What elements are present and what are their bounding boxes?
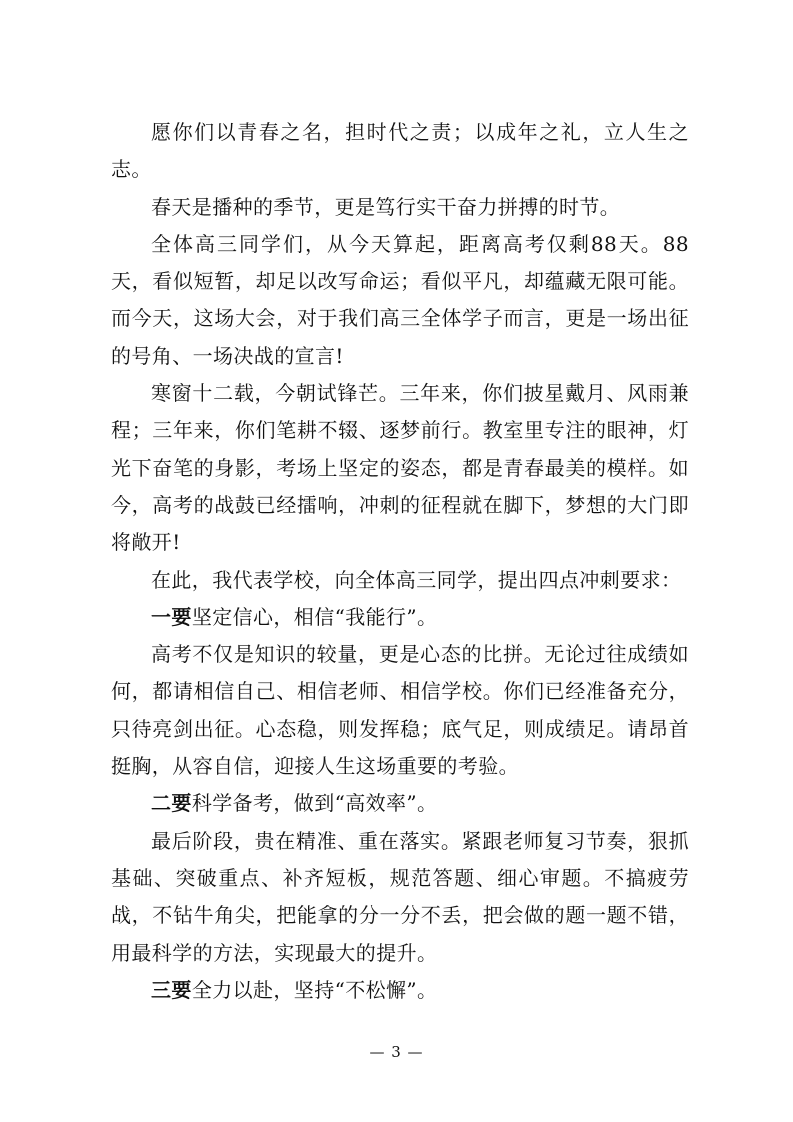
paragraph-requirements-intro: 在此，我代表学校，向全体高三同学，提出四点冲刺要求： xyxy=(151,567,682,592)
paragraph-three-years: 寒窗十二载，今朝试锋芒。三年来，你们披星戴月、风雨兼程；三年来，你们笔耕不辍、逐梦前行。教室里专注的眼神，灯光下奋笔的身影，考场上坚定的姿态，都是青春最美的模样。如今，高考的战鼓已经擂响，冲刺的征程就在脚下，梦想的大门即将敞开! xyxy=(111,381,689,555)
paragraph-confidence: 高考不仅是知识的较量，更是心态的比拼。无论过往成绩如何，都请相信自己、相信老师、相信学校。你们已经准备充分，只待亮剑出征。心态稳，则发挥稳；底气足，则成绩足。请昂首挺胸，从容自信，迎接人生这场重要的考验。 xyxy=(111,642,689,779)
requirement-three-text: 全力以赴，坚持“不松懈”。 xyxy=(191,977,438,1002)
page-number: — 3 — xyxy=(369,1043,424,1061)
requirement-one xyxy=(111,599,689,636)
requirement-one-lead: 一要 xyxy=(151,604,192,629)
requirement-three-lead: 三要 xyxy=(151,977,192,1002)
requirement-two-text: 科学备考，做到“高效率”。 xyxy=(191,791,438,816)
requirement-three xyxy=(111,972,689,1009)
paragraph-spring: 春天是播种的季节，更是笃行实干奋力拼搏的时节。 xyxy=(151,194,621,219)
requirement-two xyxy=(111,785,689,822)
requirement-one-text: 坚定信心，相信“我能行”。 xyxy=(191,604,438,629)
paragraph-aspiration: 愿你们以青春之名，担时代之责；以成年之礼，立人生之志。 xyxy=(111,120,689,182)
paragraph-method: 最后阶段，贵在精准、重在落实。紧跟老师复习节奏，狠抓基础、突破重点、补齐短板，规范答题、细心审题。不搞疲劳战，不钻牛角尖，把能拿的分一分不丢，把会做的题一题不错，用最科学的方法，实现最大的提升。 xyxy=(111,828,689,965)
document-body xyxy=(111,114,689,1009)
requirement-two-lead: 二要 xyxy=(151,791,192,816)
paragraph-countdown: 全体高三同学们，从今天算起，距离高考仅剩88天。88天，看似短暂，却足以改写命运；看似平凡，却蕴藏无限可能。而今天，这场大会，对于我们高三全体学子而言，更是一场出征的号角、一场决战的宣言! xyxy=(111,231,689,368)
